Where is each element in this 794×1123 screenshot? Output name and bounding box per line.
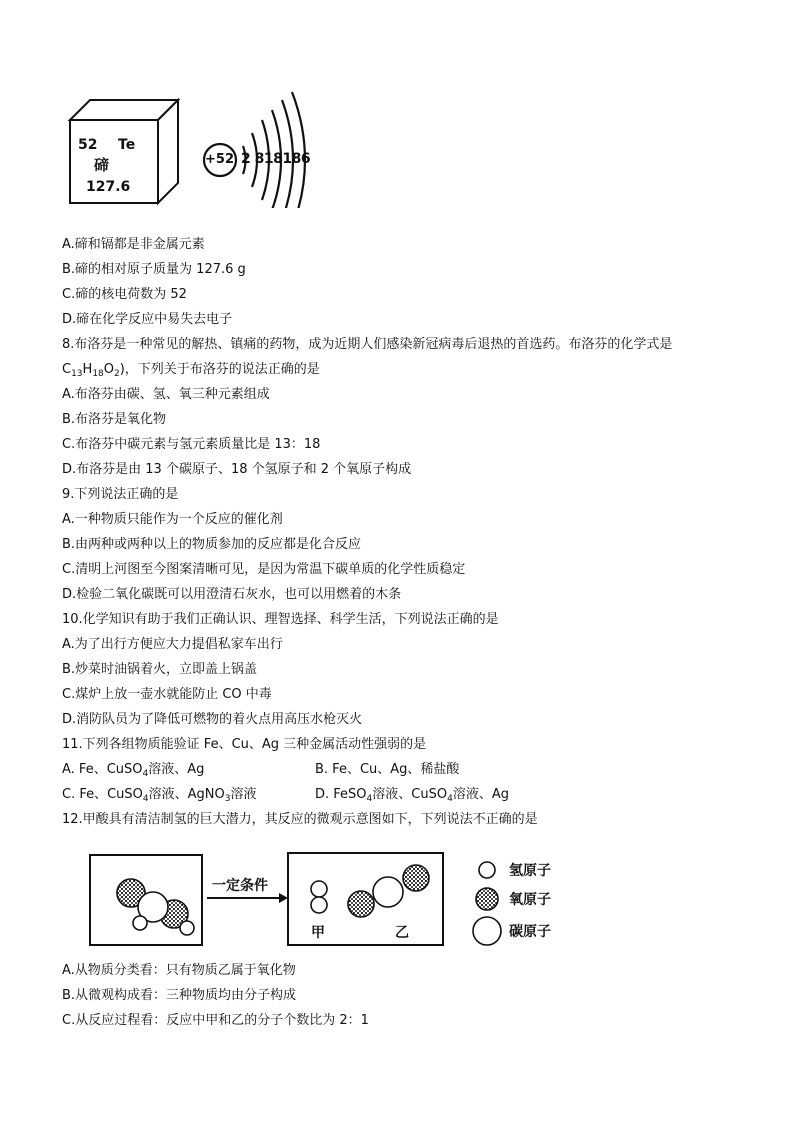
q11-option-a [62, 761, 204, 783]
q7-option-a: A.碲和镉都是非金属元素 [62, 237, 205, 252]
nucleus-charge: +52 [205, 152, 234, 167]
q10-option-a: A.为了出行方便应大力提倡私家车出行 [62, 637, 283, 652]
q9-option-a: A.一种物质只能作为一个反应的催化剂 [62, 512, 283, 527]
q9-option-c: C.清明上河图至今图案清晰可见，是因为常温下碳单质的化学性质稳定 [62, 562, 466, 577]
q8-stem-tail: )，下列关于布洛芬的说法正确的是 [119, 362, 320, 377]
q11-d-mid: 溶液、CuSO [372, 787, 448, 802]
q11-d-tail: 溶液、Ag [452, 787, 509, 802]
q11-option-b: B. Fe、Cu、Ag、稀盐酸 [315, 762, 460, 777]
q11-a-sub: 4 [142, 769, 149, 779]
q9-option-b: B.由两种或两种以上的物质参加的反应都是化合反应 [62, 537, 362, 552]
q12-stem: 12.甲酸具有清洁制氢的巨大潜力，其反应的微观示意图如下，下列说法不正确的是 [62, 812, 538, 827]
element-name: 碲 [94, 156, 110, 174]
q11-c-tail: 溶液 [230, 787, 257, 802]
q11-stem: 11.下列各组物质能验证 Fe、Cu、Ag 三种金属活动性强弱的是 [62, 737, 427, 752]
q12-option-b: B.从微观构成看：三种物质均由分子构成 [62, 988, 297, 1003]
element-symbol: Te [118, 137, 136, 153]
q11-d-text: D. FeSO [315, 787, 367, 802]
formula-c: C [62, 362, 72, 377]
q11-c-text: C. Fe、CuSO [62, 787, 143, 802]
q8-stem: 8.布洛芬是一种常见的解热、镇痛的药物，成为近期人们感染新冠病毒后退热的首选药。布洛芬的化学式是 [62, 337, 673, 352]
q8-formula-line [62, 361, 320, 383]
q10-stem: 10.化学知识有助于我们正确认识、理智选择、科学生活，下列说法正确的是 [62, 612, 499, 627]
formula-c-sub: 13 [71, 369, 83, 379]
element-number: 52 [78, 137, 98, 153]
q10-option-d: D.消防队员为了降低可燃物的着火点用高压水枪灭火 [62, 712, 363, 727]
q7-option-c: C.碲的核电荷数为 52 [62, 287, 187, 302]
q11-c-sub2: 3 [224, 794, 231, 804]
q12-option-c: C.从反应过程看：反应中甲和乙的分子个数比为 2：1 [62, 1013, 369, 1028]
q11-option-c [62, 786, 257, 808]
reaction-diagram [85, 848, 565, 948]
q10-option-b: B.炒菜时油锅着火，立即盖上锅盖 [62, 662, 258, 677]
q11-option-d [315, 786, 509, 808]
q9-option-d: D.检验二氧化碳既可以用澄清石灰水，也可以用燃着的木条 [62, 587, 402, 602]
q7-option-b: B.碲的相对原子质量为 127.6 g [62, 262, 246, 277]
legend-carbon-label: 碳原子 [509, 924, 551, 940]
legend-oxygen-label: 氧原子 [509, 892, 551, 908]
q8-option-d: D.布洛芬是由 13 个碳原子、18 个氢原子和 2 个氧原子构成 [62, 462, 412, 477]
label-jia: 甲 [311, 925, 325, 941]
formula-o: O [103, 362, 114, 377]
q8-option-c: C.布洛芬中碳元素与氢元素质量比是 13：18 [62, 437, 321, 452]
q8-option-b: B.布洛芬是氧化物 [62, 412, 167, 427]
q11-a-text: A. Fe、CuSO [62, 762, 143, 777]
q10-option-c: C.煤炉上放一壶水就能防止 CO 中毒 [62, 687, 272, 702]
formula-o-sub: 2 [114, 369, 120, 379]
q8-option-a: A.布洛芬由碳、氢、氧三种元素组成 [62, 387, 270, 402]
formula-h: H [82, 362, 93, 377]
legend-carbon-swatch [473, 917, 501, 945]
q11-c-sub1: 4 [142, 794, 149, 804]
q7-option-d: D.碲在化学反应中易失去电子 [62, 312, 233, 327]
q11-d-sub2: 4 [447, 794, 453, 804]
legend-hydrogen-swatch [479, 862, 495, 878]
reaction-condition: 一定条件 [212, 878, 268, 894]
q12-option-a: A.从物质分类看：只有物质乙属于氧化物 [62, 963, 296, 978]
label-yi: 乙 [395, 925, 409, 941]
element-mass: 127.6 [86, 179, 131, 195]
formula-h-sub: 18 [92, 369, 104, 379]
electron-shells: 2 818186 [241, 151, 311, 167]
legend-hydrogen-label: 氢原子 [509, 863, 551, 879]
q11-c-mid: 溶液、AgNO [148, 787, 225, 802]
q11-d-sub1: 4 [366, 794, 373, 804]
legend-oxygen-swatch [476, 888, 498, 910]
q11-a-tail: 溶液、Ag [148, 762, 205, 777]
q9-stem: 9.下列说法正确的是 [62, 487, 179, 502]
legend [473, 862, 501, 945]
